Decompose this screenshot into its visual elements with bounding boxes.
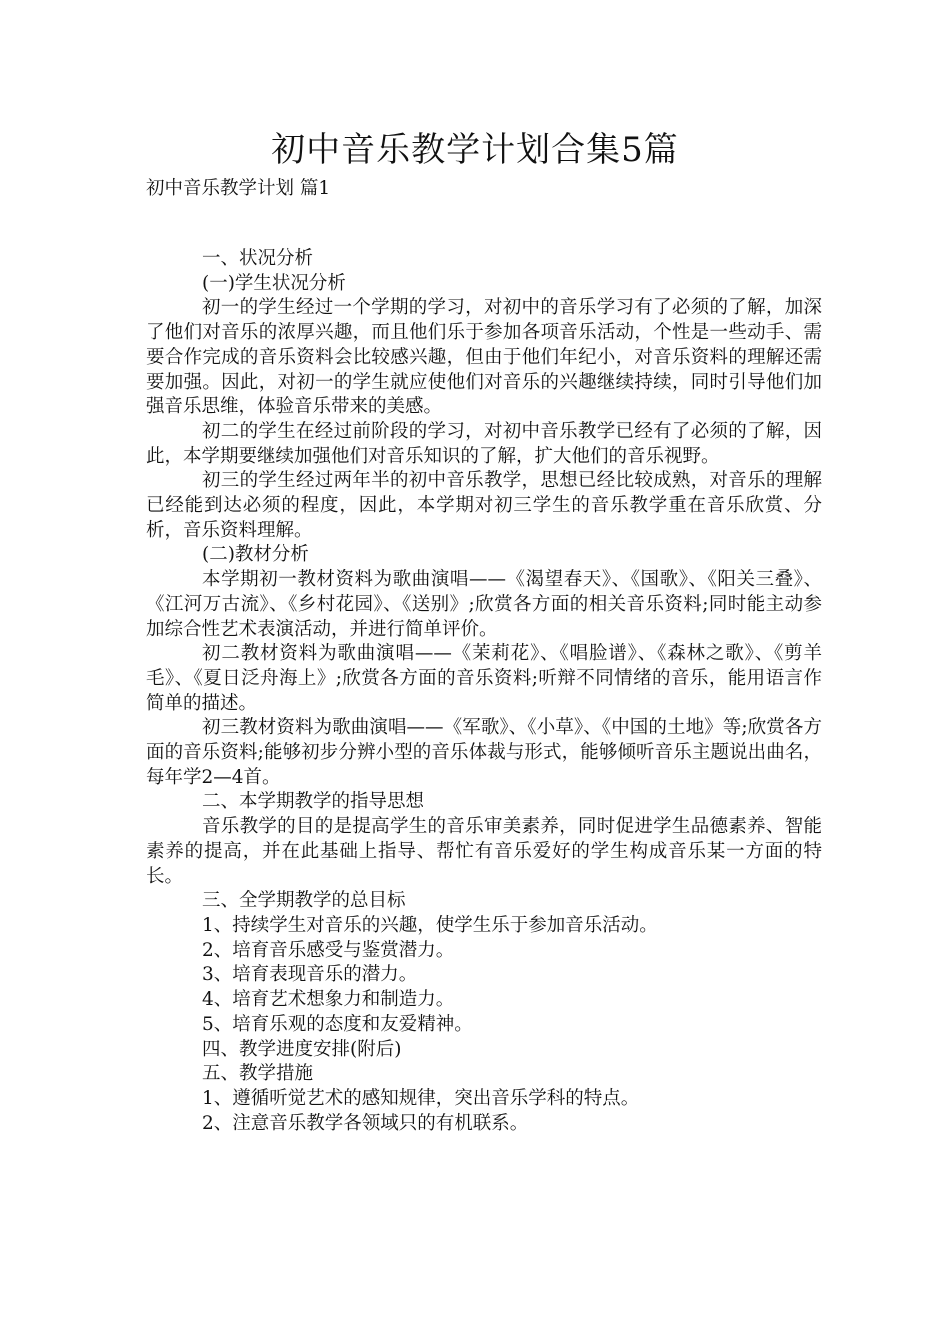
paragraph-grade9-students: 初三的学生经过两年半的初中音乐教学，思想已经比较成熟，对音乐的理解已经能到达必须的程度，因此，本学期对初三学生的音乐教学重在音乐欣赏、分析，音乐资料理解。: [146, 470, 822, 541]
paragraph-grade9-materials: 初三教材资料为歌曲演唱——《军歌》、《小草》、《中国的土地》等;欣赏各方面的音乐资料;能够初步分辨小型的音乐体裁与形式，能够倾听音乐主题说出曲名，每年学2—4首。: [146, 717, 822, 788]
paragraph-guiding-ideology: 音乐教学的目的是提高学生的音乐审美素养，同时促进学生品德素养、智能素养的提高，并在此基础上指导、帮忙有音乐爱好的学生构成音乐某一方面的特长。: [146, 816, 822, 887]
list-item-goal-2: 2、培育音乐感受与鉴赏潜力。: [202, 939, 455, 961]
list-item-measure-1: 1、遵循听觉艺术的感知规律，突出音乐学科的特点。: [202, 1087, 640, 1109]
list-item-goal-3: 3、培育表现音乐的潜力。: [202, 964, 418, 986]
heading-schedule: 四、教学进度安排(附后): [202, 1038, 402, 1060]
list-item-goal-4: 4、培育艺术想象力和制造力。: [202, 989, 455, 1011]
subheading-student-analysis: (一)学生状况分析: [202, 272, 346, 294]
heading-teaching-measures: 五、教学措施: [202, 1063, 314, 1085]
paragraph-grade8-students: 初二的学生在经过前阶段的学习，对初中音乐教学已经有了必须的了解，因此，本学期要继续加强他们对音乐知识的了解，扩大他们的音乐视野。: [146, 420, 822, 467]
heading-guiding-ideology: 二、本学期教学的指导思想: [202, 791, 425, 813]
document-body: [146, 247, 822, 1136]
list-item-goal-1: 1、持续学生对音乐的兴趣，使学生乐于参加音乐活动。: [202, 914, 658, 936]
heading-overall-goals: 三、全学期教学的总目标: [202, 890, 406, 912]
paragraph-grade7-students: 初一的学生经过一个学期的学习，对初中的音乐学习有了必须的了解，加深了他们对音乐的浓厚兴趣，而且他们乐于参加各项音乐活动，个性是一些动手、需要合作完成的音乐资料会比较感兴趣，但由于他们年纪小，对音乐资料的理解还需要加强。因此，对初一的学生就应使他们对音乐的兴趣继续持续，同时引导他们加强音乐思维，体验音乐带来的美感。: [146, 297, 822, 418]
list-item-goal-5: 5、培育乐观的态度和友爱精神。: [202, 1013, 473, 1035]
heading-situation-analysis: 一、状况分析: [202, 248, 314, 269]
list-item-measure-2: 2、注意音乐教学各领域只的有机联系。: [202, 1112, 529, 1134]
paragraph-grade7-materials: 本学期初一教材资料为歌曲演唱——《渴望春天》、《国歌》、《阳关三叠》、《江河万古流》、《乡村花园》、《送别》;欣赏各方面的相关音乐资料;同时能主动参加综合性艺术表演活动，并进行简单评价。: [146, 569, 822, 640]
document-title: 初中音乐教学计划合集5篇: [271, 130, 679, 170]
subheading-textbook-analysis: (二)教材分析: [202, 544, 309, 566]
section-subtitle: 初中音乐教学计划 篇1: [146, 178, 331, 199]
paragraph-grade8-materials: 初二教材资料为歌曲演唱——《茉莉花》、《唱脸谱》、《森林之歌》、《剪羊毛》、《夏日泛舟海上》;欣赏各方面的音乐资料;听辩不同情绪的音乐，能用语言作简单的描述。: [146, 643, 822, 714]
